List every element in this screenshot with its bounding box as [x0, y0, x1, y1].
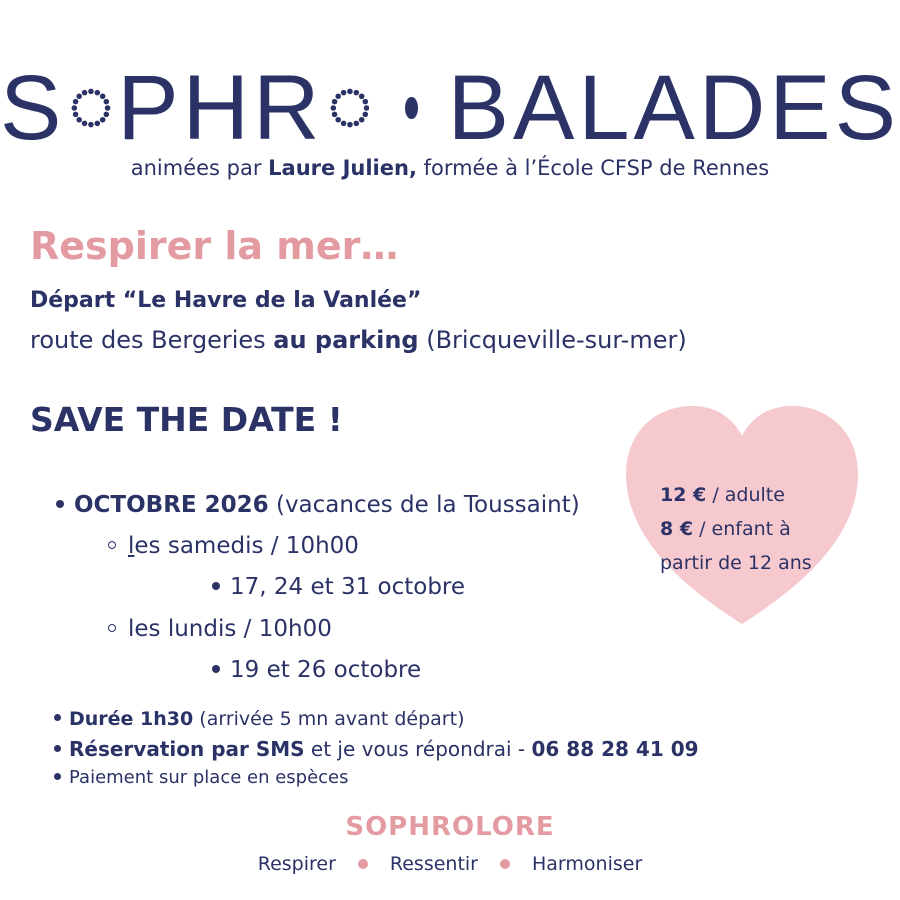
ring-dot — [73, 99, 79, 105]
list-item-mondays: les lundis / 10h00 — [108, 616, 332, 642]
ring-dot — [77, 93, 83, 99]
list-item-saturday-dates: 17, 24 et 31 octobre — [212, 574, 465, 600]
ring-dot — [340, 121, 346, 127]
circle-bullet-icon — [108, 541, 116, 549]
ring-dot — [362, 99, 368, 105]
ring-dot — [358, 117, 364, 123]
dotted-circle-icon — [71, 72, 111, 144]
pink-dot-icon — [358, 859, 368, 869]
departure-place: Départ “Le Havre de la Vanlée” — [30, 288, 422, 313]
ring-dot — [362, 112, 368, 118]
title-letter-s: S — [0, 56, 66, 159]
ring-dot — [95, 90, 101, 96]
bullet-icon — [212, 582, 220, 590]
save-the-date-heading: SAVE THE DATE ! — [30, 400, 343, 439]
bullet-icon — [54, 714, 61, 721]
list-item-monday-dates: 19 et 26 octobre — [212, 657, 421, 683]
ring-dot — [100, 117, 106, 123]
ring-dot — [104, 99, 110, 105]
title-word-balades: BALADES — [447, 56, 900, 159]
list-item-reservation: Réservation par SMS et je vous répondrai - 06 88 28 41 09 — [54, 737, 699, 761]
list-item-payment: Paiement sur place en espèces — [54, 767, 349, 788]
pink-dot-icon — [500, 859, 510, 869]
bullet-icon — [54, 745, 61, 752]
ring-dot — [347, 89, 353, 95]
bullet-icon — [54, 773, 61, 780]
adult-price: 12 € — [660, 484, 707, 506]
title-letters-phr: PHR — [117, 56, 324, 159]
ring-dot — [100, 93, 106, 99]
child-price: 8 € — [660, 518, 694, 540]
phone-number: 06 88 28 41 09 — [531, 737, 699, 761]
ring-dot — [72, 105, 78, 111]
circle-bullet-icon — [108, 624, 116, 632]
title-separator-dot — [405, 97, 417, 119]
dotted-circle-icon — [330, 72, 370, 144]
ring-dot — [73, 112, 79, 118]
ring-dot — [330, 105, 336, 111]
guide-name: Laure Julien, — [268, 156, 417, 180]
bullet-icon — [56, 500, 64, 508]
list-item-duration: Durée 1h30 (arrivée 5 mn avant départ) — [54, 708, 464, 730]
tagline — [0, 853, 900, 875]
ring-dot — [77, 117, 83, 123]
ring-dot — [89, 89, 95, 95]
headline: Respirer la mer… — [30, 224, 399, 268]
ring-dot — [363, 105, 369, 111]
page-title — [0, 58, 900, 158]
ring-dot — [104, 112, 110, 118]
list-item-saturdays: les samedis / 10h00 — [108, 533, 359, 559]
ring-dot — [353, 90, 359, 96]
brand-name: SOPHROLORE — [345, 812, 555, 842]
ring-dot — [331, 112, 337, 118]
list-item-month: OCTOBRE 2026 (vacances de la Toussaint) — [56, 492, 580, 518]
pricing: 12 € / adulte 8 € / enfant à partir de 12 ans — [660, 484, 812, 574]
ring-dot — [105, 105, 111, 111]
ring-dot — [340, 90, 346, 96]
ring-dot — [89, 122, 95, 128]
bullet-icon — [212, 665, 220, 673]
tagline-word: Ressentir — [389, 853, 478, 875]
ring-dot — [353, 121, 359, 127]
tagline-word: Respirer — [257, 853, 336, 875]
tagline-word: Harmoniser — [532, 853, 643, 875]
ring-dot — [358, 93, 364, 99]
ring-dot — [335, 93, 341, 99]
ring-dot — [347, 122, 353, 128]
subtitle: animées par Laure Julien, formée à l’École CFSP de Rennes — [130, 156, 770, 180]
ring-dot — [82, 121, 88, 127]
departure-route: route des Bergeries au parking (Bricqueville-sur-mer) — [30, 326, 687, 354]
ring-dot — [331, 99, 337, 105]
ring-dot — [82, 90, 88, 96]
ring-dot — [95, 121, 101, 127]
ring-dot — [335, 117, 341, 123]
